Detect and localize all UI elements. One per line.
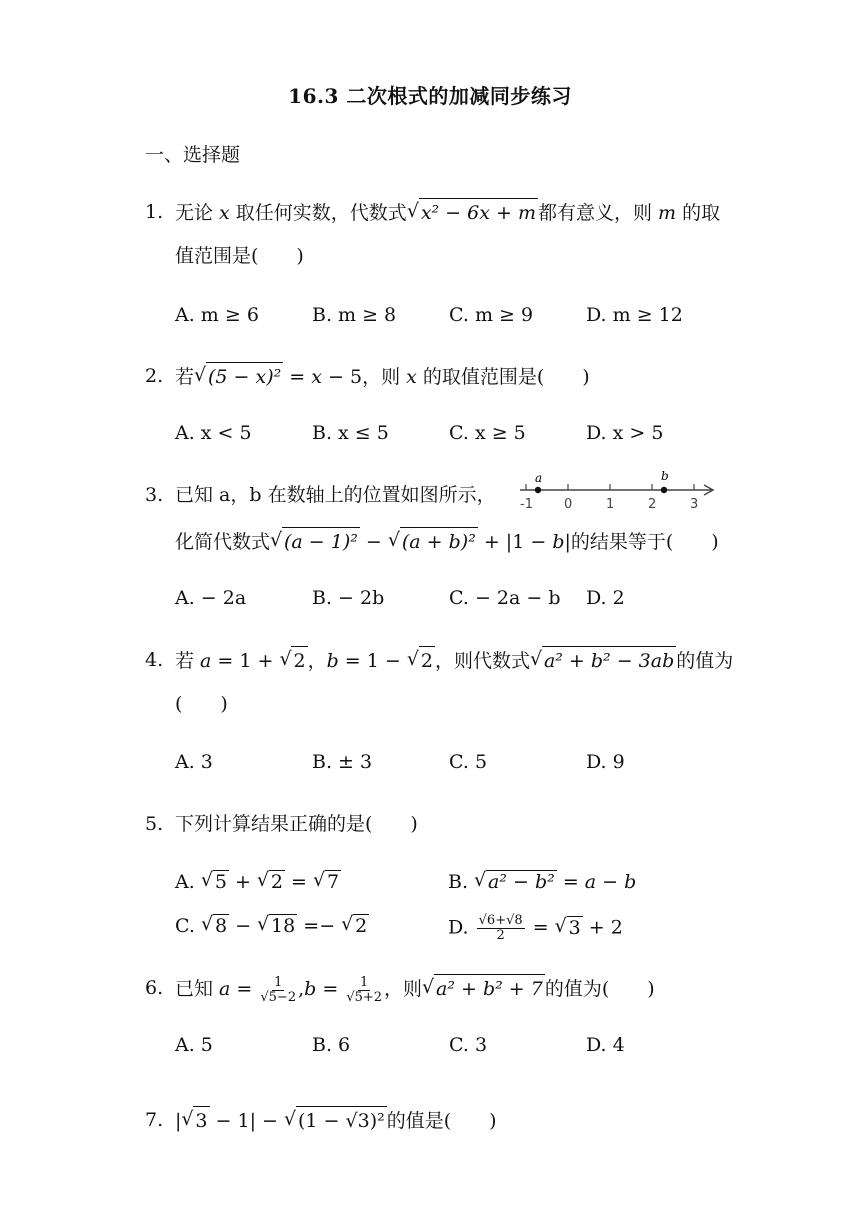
point-b: [661, 487, 667, 493]
tick-label: 3: [690, 497, 699, 512]
option-b[interactable]: B. ± 3: [312, 751, 373, 773]
question-text: 已知 a = $\frac{1}{√5-2}$ ,b = $\frac{1}{√5+2}$ ，则√ a² + b² + 7 的值为( ): [175, 974, 655, 1005]
question-1-options: [175, 304, 723, 326]
page-title: 16.3 二次根式的加减同步练习: [288, 84, 572, 108]
option-b[interactable]: B. √ a² − b² = a − b: [448, 870, 636, 893]
question-2-options: [175, 422, 723, 444]
option-d[interactable]: D. m ≥ 12: [586, 304, 683, 326]
question-number: 1.: [145, 201, 164, 223]
option-c[interactable]: C. x ≥ 5: [449, 422, 526, 444]
question-number: 5.: [145, 813, 164, 835]
question-text: 无论 x 取任何实数，代数式√ x² − 6x + m 都有意义，则 m 的取: [175, 198, 720, 227]
point-b-label: b: [661, 469, 669, 483]
question-number: 7.: [145, 1109, 164, 1131]
question-text: 值范围是( ): [175, 245, 304, 267]
question-number: 2.: [145, 365, 164, 387]
option-d[interactable]: D. 9: [586, 751, 625, 773]
number-line-figure: [518, 466, 718, 516]
question-6-options: [175, 1034, 723, 1056]
question-text: 化简代数式√ (a − 1)² − √ (a + b)² + |1 − b|的结果等于( ): [175, 527, 719, 556]
option-a[interactable]: A. m ≥ 6: [175, 304, 259, 326]
question-text: 下列计算结果正确的是( ): [175, 813, 418, 835]
option-a[interactable]: A. x < 5: [175, 422, 252, 444]
option-b[interactable]: B. − 2b: [312, 587, 385, 609]
question-text: |√ 3 − 1| − √ (1 − √3)² 的值是( ): [175, 1106, 497, 1135]
question-text: 若√ (5 − x)² = x − 5，则 x 的取值范围是( ): [175, 362, 590, 391]
option-a[interactable]: A. √ 5 + √ 2 = √ 7: [175, 870, 341, 893]
option-a[interactable]: A. 5: [175, 1034, 213, 1056]
section-heading: 一、选择题: [145, 144, 241, 166]
question-4-options: [175, 751, 723, 773]
tick-label: 2: [648, 497, 657, 512]
option-c[interactable]: C. 3: [449, 1034, 488, 1056]
option-d[interactable]: D. $\frac{√6+√8}{2}$ = √ 3 + 2: [448, 914, 623, 943]
question-text: ( ): [175, 693, 228, 715]
question-text: 已知 a，b 在数轴上的位置如图所示，: [175, 484, 496, 506]
option-a[interactable]: A. 3: [175, 751, 213, 773]
option-c[interactable]: C. √ 8 − √ 18 =− √ 2: [175, 914, 369, 937]
option-d[interactable]: D. 4: [586, 1034, 625, 1056]
option-c[interactable]: C. − 2a − b: [449, 587, 561, 609]
tick-label: 1: [606, 497, 615, 512]
option-d[interactable]: D. 2: [586, 587, 625, 609]
point-a-label: a: [535, 471, 543, 485]
question-3-options: [175, 587, 723, 609]
point-a: [535, 487, 541, 493]
option-a[interactable]: A. − 2a: [175, 587, 247, 609]
question-number: 4.: [145, 649, 164, 671]
tick-label: -1: [520, 497, 533, 512]
question-number: 6.: [145, 977, 164, 999]
option-b[interactable]: B. 6: [312, 1034, 351, 1056]
option-b[interactable]: B. x ≤ 5: [312, 422, 389, 444]
tick-label: 0: [564, 497, 573, 512]
question-number: 3.: [145, 484, 164, 506]
option-d[interactable]: D. x > 5: [586, 422, 664, 444]
option-c[interactable]: C. 5: [449, 751, 488, 773]
option-c[interactable]: C. m ≥ 9: [449, 304, 534, 326]
question-text: 若 a = 1 + √ 2 ，b = 1 − √ 2 ，则代数式√ a² + b² − 3ab 的值为: [175, 646, 733, 675]
option-b[interactable]: B. m ≥ 8: [312, 304, 397, 326]
